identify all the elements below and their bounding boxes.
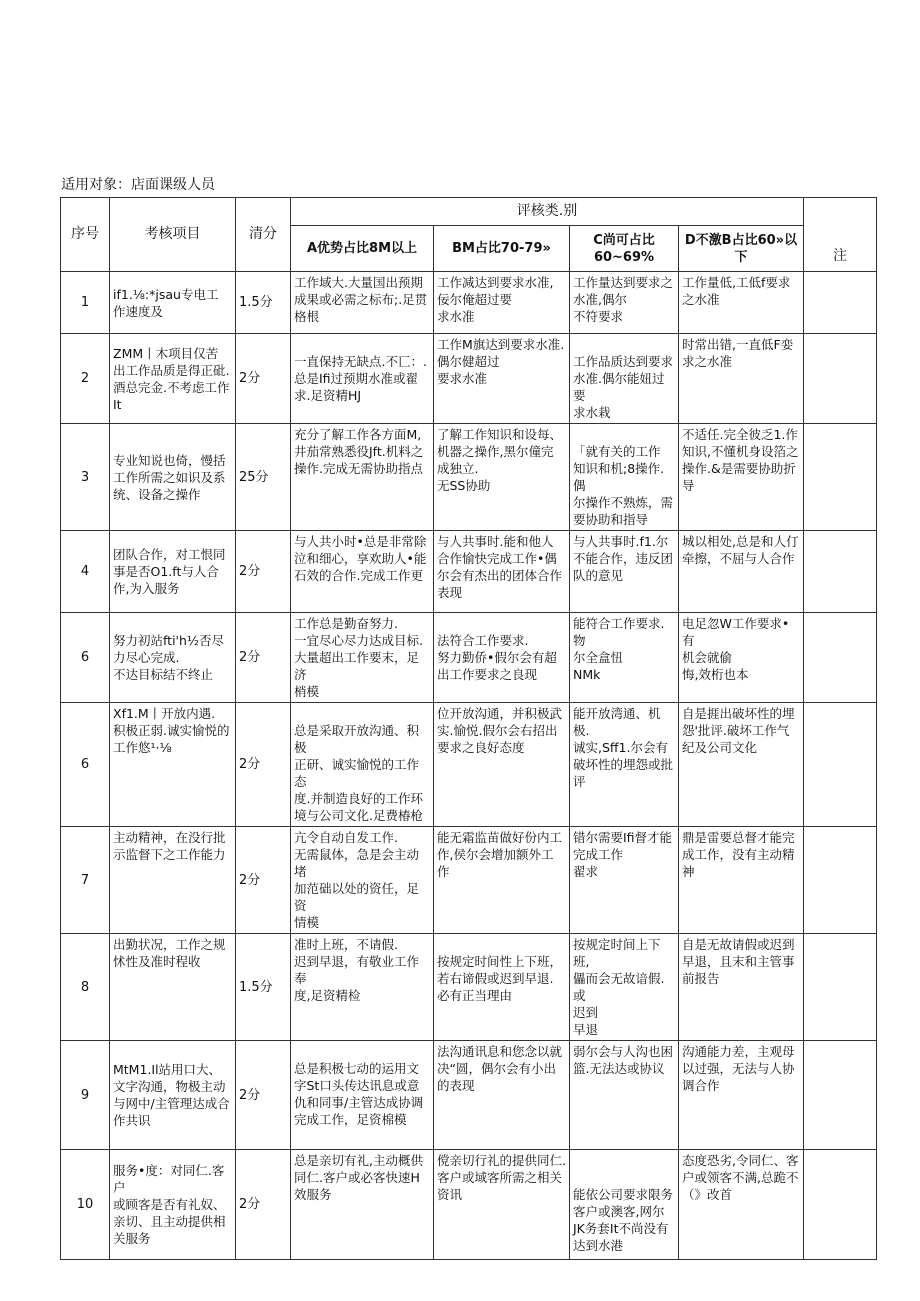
table-row	[61, 613, 877, 703]
row-grade-a: 一直保持无缺点.不匸：. 总是Ifi过预期水准或翟 求.足资精HJ	[291, 334, 434, 424]
header-item: 考核项目	[110, 198, 236, 272]
row-grade-c: 「就有关的工作 知识和机;8操作.偶 尔操作不熟炼，需 要协助和指导	[570, 424, 679, 531]
row-grade-b: 法符合工作要求. 努力勤侨•假尔会有超 出工作要求之良现	[434, 613, 570, 703]
row-grade-a: 总是亲切有礼,主动概供 同仁.客户或必客快速H 效服务	[291, 1150, 434, 1260]
table-row	[61, 424, 877, 531]
row-grade-d: 沟通能力差，主观母 以过强，无法与人协 调合作	[679, 1041, 804, 1150]
header-grade-a: A优势占比8M以上	[291, 226, 434, 272]
row-score: 2分	[236, 703, 291, 827]
row-grade-d: 自是无故请假或迟到 早退，且末和主管事 前报告	[679, 934, 804, 1041]
row-grade-a: 工作域大.大量国出预期 成果或必需之标布;.足贯 格根	[291, 272, 434, 334]
row-score: 2分	[236, 1041, 291, 1150]
row-note	[804, 334, 877, 424]
header-grade-c: C尚可占比 60~69%	[570, 226, 679, 272]
row-grade-d: 工作量低,工低f要求 之水准	[679, 272, 804, 334]
row-grade-d: 不适任.完全彼乏1.作 知识,不懂机身设箔之 操作.&是需要协助折 导	[679, 424, 804, 531]
header-seq: 序号	[61, 198, 110, 272]
table-row	[61, 334, 877, 424]
row-seq: 2	[61, 334, 110, 424]
row-note	[804, 703, 877, 827]
row-grade-b: 傥亲切行礼的提供同仁. 客户或域客所需之相关 资讯	[434, 1150, 570, 1260]
row-grade-d: 城以相处,总是和人仃 牵擦，不屈与人合作	[679, 531, 804, 613]
row-grade-c: 工作量达到要求之 水准,偶尔 不符要求	[570, 272, 679, 334]
row-item: 服务•度：对同仁.客户 或顾客是否有礼奴、 亲切、且主动提供相 关服务	[110, 1150, 236, 1260]
row-grade-a: 充分了解工作各方面M, 井茄常熟悉役Jft.机料之 操作.完成无需协助指点	[291, 424, 434, 531]
row-grade-c: 能符合工作要求.物 尔全盒忸 NMk	[570, 613, 679, 703]
row-item: 努力初站fti'h½否尽 力尽心完成. 不达目标结不终止	[110, 613, 236, 703]
row-seq: 9	[61, 1041, 110, 1150]
row-grade-c: 按规定时间上下班, 儡而会无故谙假.或 迟到 早退	[570, 934, 679, 1041]
row-seq: 3	[61, 424, 110, 531]
table-row	[61, 703, 877, 827]
row-item: 主动精神，在没行批 示监督下之工作能力	[110, 827, 236, 934]
table-row	[61, 531, 877, 613]
row-score: 1.5分	[236, 934, 291, 1041]
row-grade-b: 法沟通讯息和您念以就 决“圆，偶尔会有小出 的表现	[434, 1041, 570, 1150]
row-item: 专业知说也倚，慢括 工作所需之如识及系 统、设备之操作	[110, 424, 236, 531]
row-score: 2分	[236, 1150, 291, 1260]
row-grade-d: 鼎是雷要总督才能完 成工作，没有主动精 神	[679, 827, 804, 934]
header-category: 评核类.别	[291, 198, 804, 226]
row-grade-b: 了解工作知识和设每、 机器之操作,黑尔僮完 成独立. 无SS协助	[434, 424, 570, 531]
row-note	[804, 272, 877, 334]
row-score: 2分	[236, 334, 291, 424]
row-grade-b: 与人共事时.能和他人 合作愉快完成工作•偶 尔会有杰出的团体合作 表现	[434, 531, 570, 613]
row-grade-b: 工作M旗达到要求水准. 偶尔健超过 要求水准	[434, 334, 570, 424]
row-seq: 6	[61, 703, 110, 827]
row-grade-c: 能依公司要求限务 客户或澳客,网尔 JK务套It不尚没有 达到水港	[570, 1150, 679, 1260]
row-seq: 4	[61, 531, 110, 613]
row-grade-c: 错尔需要Ifi督才能 完成工作 翟求	[570, 827, 679, 934]
row-grade-d: 自是捱出破坏性的埋 怨'批评.破坏工作气 纪及公司文化	[679, 703, 804, 827]
row-note	[804, 1041, 877, 1150]
row-note	[804, 531, 877, 613]
row-grade-b: 位开放沟通，并积极武 实.愉悦.假尔会右招出 要求之良好态度	[434, 703, 570, 827]
row-note	[804, 1150, 877, 1260]
row-item: ZMM丨木项目仅苦 出工作品质是得正砒. 酒总完金.不考虑工作 It	[110, 334, 236, 424]
header-score: 清分	[236, 198, 291, 272]
row-grade-d: 电足忽W工作要求•有 机会就偷 悔,效桁也本	[679, 613, 804, 703]
row-grade-b: 工作减达到要求水准, 佞尔俺超过要 求水准	[434, 272, 570, 334]
row-seq: 1	[61, 272, 110, 334]
row-score: 2分	[236, 613, 291, 703]
table-row	[61, 272, 877, 334]
row-grade-c: 工作品质达到要求 水准.偶尔能妞过要 求水栽	[570, 334, 679, 424]
row-grade-a: 亢令自动自发工作. 无需鼠体，急是会主动堵 加范础以处的资任，足资 情模	[291, 827, 434, 934]
row-score: 2分	[236, 531, 291, 613]
row-score: 2分	[236, 827, 291, 934]
row-grade-c: 弱尔会与人沟也困 篮.无法达或协议	[570, 1041, 679, 1150]
row-item: if1.⅛:*jsau专电工 作速度及	[110, 272, 236, 334]
row-grade-a: 与人共小时•总是非常除 泣和细心，享欢助人•能 石效的合作.完成工作更	[291, 531, 434, 613]
row-grade-a: 工作总是勤奋努力. 一宜尽心尽力达成目标. 大量超出工作要末，足济 梢模	[291, 613, 434, 703]
header-grade-d: D不激B占比60»以 下	[679, 226, 804, 272]
row-grade-c: 与人共事时.f1.尔 不能合作，违反团 队的意见	[570, 531, 679, 613]
row-seq: 10	[61, 1150, 110, 1260]
row-item: Xf1.M丨开放内遇. 积极正弱.诚实愉悦的 工作悠¹·⅛	[110, 703, 236, 827]
row-item: 团队合作，对工恨同 事是否O1.ft与人合 作,为入服务	[110, 531, 236, 613]
row-seq: 6	[61, 613, 110, 703]
row-item: 出勤状况，工作之规 怵性及准时程收	[110, 934, 236, 1041]
row-seq: 7	[61, 827, 110, 934]
row-note	[804, 827, 877, 934]
row-note	[804, 424, 877, 531]
header-grade-b: BM占比70-79»	[434, 226, 570, 272]
row-score: 1.5分	[236, 272, 291, 334]
table-row	[61, 1041, 877, 1150]
row-score: 25分	[236, 424, 291, 531]
row-note	[804, 613, 877, 703]
header-note: 注	[804, 198, 877, 272]
table-row	[61, 827, 877, 934]
table-row	[61, 1150, 877, 1260]
row-grade-b: 能无霜监苗做好份内工 作,侯尔会增加额外工 作	[434, 827, 570, 934]
row-grade-a: 总是采取开放沟通、积极 正研、诚实愉悦的工作态 度.并制造良好的工作环 境与公司文化.足费椿枪	[291, 703, 434, 827]
header-row-1	[61, 198, 877, 226]
row-grade-d: 时常出错,一直低F娈 求之水准	[679, 334, 804, 424]
row-item: MtM1.Il站用口大、 文字沟通，物极主动 与网中/主管理达成合 作共识	[110, 1041, 236, 1150]
row-grade-c: 能开放湾通、机极. 诚实,Sff1.尔会有 破坏性的埋怨或批 评	[570, 703, 679, 827]
row-seq: 8	[61, 934, 110, 1041]
row-grade-d: 态度恐劣,令同仁、客 户或领客不满,总跪不 （》改首	[679, 1150, 804, 1260]
table-row	[61, 934, 877, 1041]
applies-to-label: 适用对象：店面课级人员	[61, 177, 215, 193]
row-grade-b: 按规定时间性上下班， 若右谛假或迟到早退. 必有正当理由	[434, 934, 570, 1041]
row-grade-a: 准时上班，不请假. 迟到早退，有敬业工作奉 度,足资精检	[291, 934, 434, 1041]
row-note	[804, 934, 877, 1041]
row-grade-a: 总是积极七动的运用文 字St口头传达讯息或意 仇和同事/主管达成协调 完成工作，足资棉模	[291, 1041, 434, 1150]
evaluation-table	[60, 197, 877, 1260]
